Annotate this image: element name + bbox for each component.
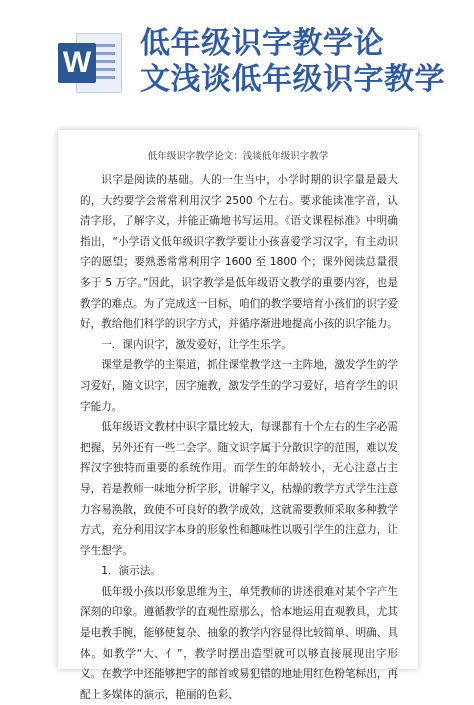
paragraph-intro: 识字是阅读的基础。人的一生当中，小学时期的识字量是最大的，大约要学会常常利用汉字 2500 个左右。要求能读准字音，认清字形，了解字义，并能正确地书写运用。《语文课程标准》中明确指出，“小学语文低年级识字教学要让小孩喜爱学习汉字，有主动识字的愿望；要熟悉常常利用字 1600 至 1800 个；课外阅读总量很多于 5 万字。”因此，识字教学是低年级语文教学的重要内容，也是教学的难点。为了完成这一目标，咱们的教学要培育小孩们的识字爱好，教给他们科学的识字方式，并循序渐进地提高小孩的识字能力。 [80,174,398,331]
paragraph-classroom: 课堂是教学的主渠道，抓住课堂教学这一主阵地，激发学生的学习爱好，随文识字，因字施教，激发学生的学习爱好，培育学生的识字能力。 [80,359,398,413]
paragraph-demo-method: 低年级小孩以形象思维为主，单凭教师的讲述很难对某个字产生深刻的印象。遵循教学的直观性原那么，恰本地运用直观教具，尤其是电教手腕，能够使复杂、抽象的教学内容显得比较简单、明确、具体。如教学“大、亻”，教学时摆出造型就可以够直接展现出字形义。在教学中还能够把字的部首或易犯错的地址用红色粉笔标出，再配上多媒体的演示，艳丽的色彩、 [80,585,398,701]
document-heading: 低年级识字教学论文：浅谈低年级识字教学 [147,151,329,162]
section-heading-1: 一．课内识字，激发爱好，让学生乐学。 [101,338,292,351]
banner-header [0,0,474,118]
document-body [80,170,398,705]
subsection-heading-demo: 1．演示法。 [101,565,161,578]
word-document-icon [58,33,122,93]
paragraph-textbook: 低年级语文教材中识字量比较大，每课都有十个左右的生字必需把握，另外还有一些二会字。随文识字属于分散识字的范围，难以发挥汉字独特而重要的系统作用。而学生的年龄较小，无心注意占主导，若是教师一味地分析字形，讲解字义，枯燥的教学方式学生注意力容易涣散，致使不可良好的教学成效，这就需要教师采取多种教学方式，充分利用汉字本身的形象性和趣味性以吸引学生的注意力，让学生想学。 [80,421,398,557]
banner-title-line-1: 低年级识字教学论 [140,26,384,61]
word-w-badge: W [58,43,96,83]
document-page [58,130,418,701]
banner-title-line-2: 文浅谈低年级识字教学 [140,62,445,97]
